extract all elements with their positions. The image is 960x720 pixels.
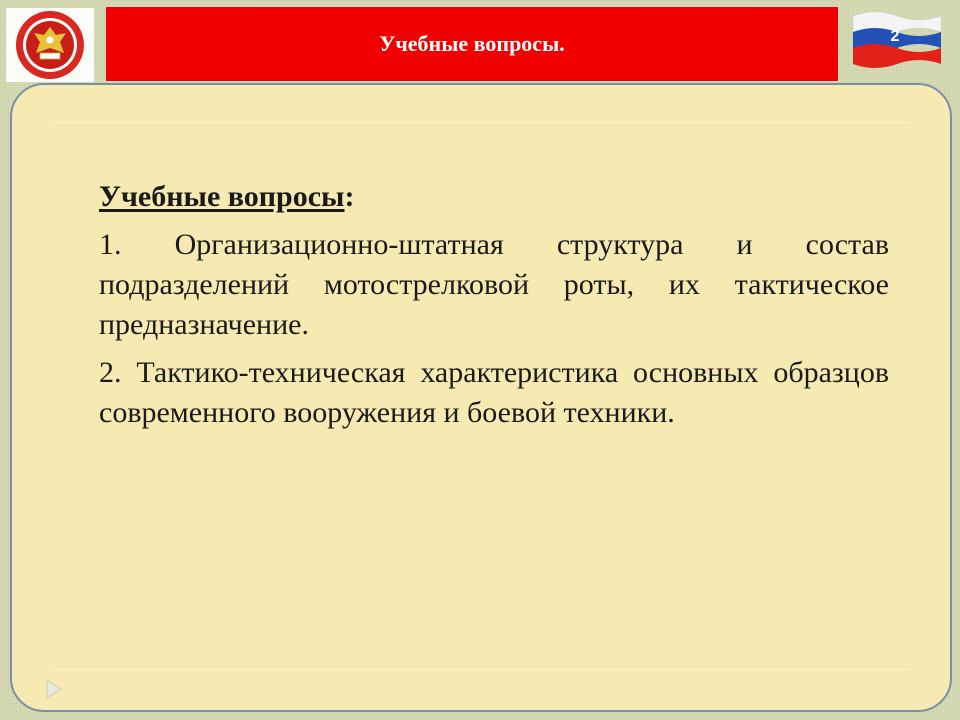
- section-heading-colon: :: [344, 180, 355, 213]
- study-questions: [99, 177, 889, 441]
- institution-logo: [6, 8, 94, 82]
- divider-bottom: [52, 669, 910, 670]
- section-heading-text: Учебные вопросы: [99, 180, 345, 213]
- content-panel: [10, 83, 952, 712]
- institution-emblem-icon: [9, 9, 91, 81]
- play-arrow-icon[interactable]: [46, 679, 62, 699]
- section-heading: [99, 177, 889, 217]
- divider-top: [52, 122, 910, 123]
- question-item-1: 1. Организационно-штатная структура и состав подразделений мотострелковой роты, их тактическое предназначение.: [99, 228, 889, 341]
- slide-title: Учебные вопросы.: [379, 31, 565, 56]
- question-item-2: 2. Тактико-техническая характеристика основных образцов современного вооружения и боевой техники.: [99, 356, 889, 429]
- title-bar: [105, 6, 839, 82]
- slide-number: 2: [890, 28, 900, 45]
